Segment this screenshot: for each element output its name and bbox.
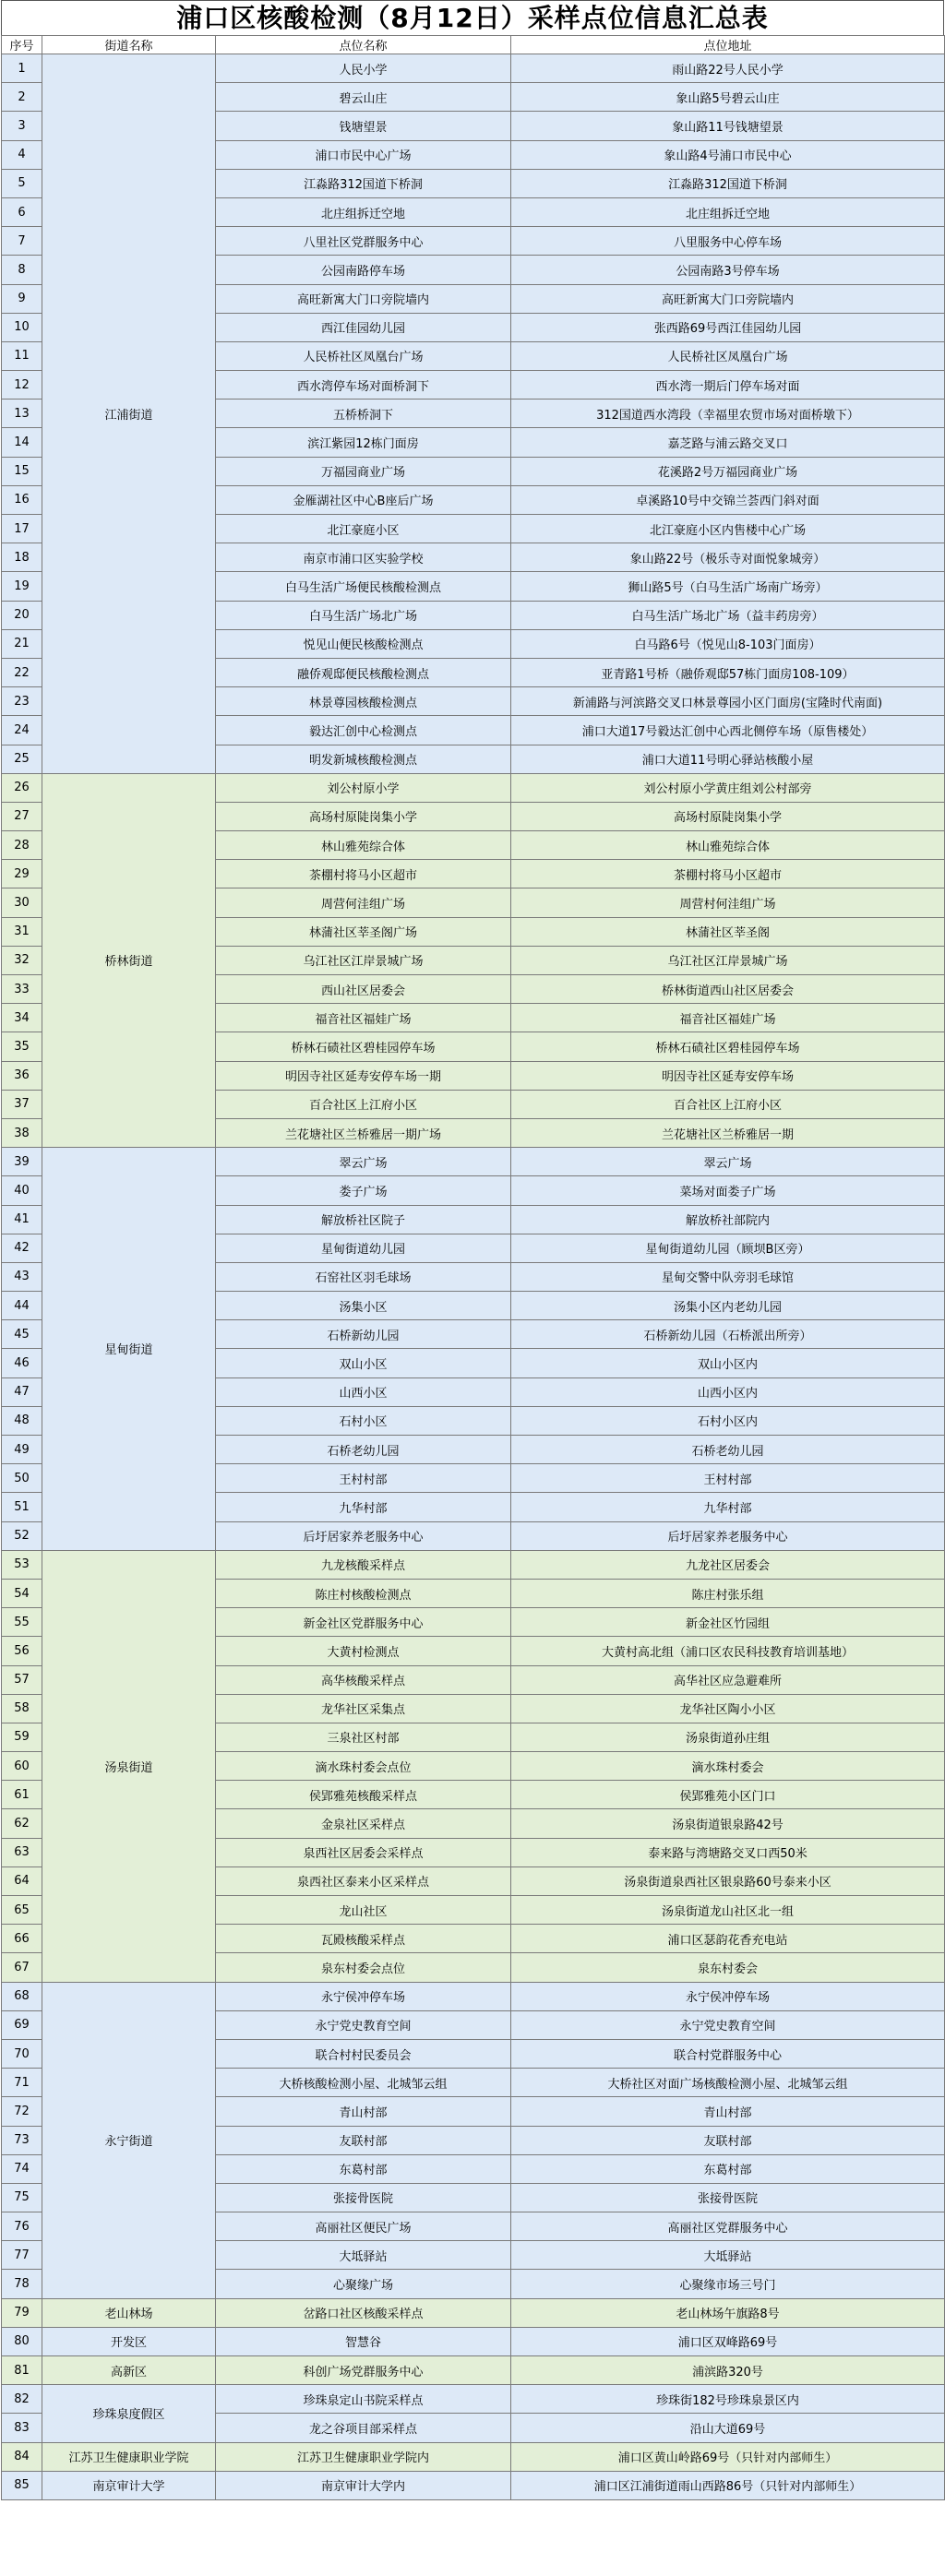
row-index: 82 [2,2385,42,2414]
row-index: 19 [2,572,42,601]
site-name: 王村村部 [216,1464,511,1493]
site-address: 象山路11号钱塘望景 [511,112,945,140]
row-index: 41 [2,1205,42,1234]
row-index: 71 [2,2069,42,2097]
site-name: 龙之谷项目部采样点 [216,2414,511,2442]
row-index: 27 [2,802,42,830]
row-index: 6 [2,197,42,226]
row-index: 81 [2,2356,42,2385]
site-name: 林山雅苑综合体 [216,831,511,860]
site-address: 龙华社区陶小小区 [511,1694,945,1723]
row-index: 74 [2,2154,42,2183]
site-address: 浦口大道11号明心驿站核酸小屋 [511,745,945,773]
table-row [2,773,945,802]
site-name: 江淼路312国道下桥洞 [216,169,511,197]
site-address: 白马路6号（悦见山8-103门面房） [511,629,945,658]
site-address: 石桥老幼儿园 [511,1436,945,1464]
site-name: 白马生活广场北广场 [216,601,511,629]
site-address: 汤泉街道孙庄组 [511,1723,945,1751]
site-address: 狮山路5号（白马生活广场南广场旁） [511,572,945,601]
row-index: 8 [2,256,42,284]
site-name: 九华村部 [216,1493,511,1521]
site-address: 明因寺社区延寿安停车场 [511,1061,945,1090]
row-index: 22 [2,658,42,686]
site-address: 浦口区双峰路69号 [511,2327,945,2355]
site-name: 永宁侯冲停车场 [216,1982,511,2010]
site-name: 大桥核酸检测小屋、北城邹云组 [216,2069,511,2097]
site-address: 汤集小区内老幼儿园 [511,1292,945,1320]
row-index: 35 [2,1032,42,1061]
table-row [2,2471,945,2499]
site-name: 明发新城核酸检测点 [216,745,511,773]
row-index: 83 [2,2414,42,2442]
table-row [2,2385,945,2414]
site-name: 金泉社区采样点 [216,1809,511,1838]
table-row [2,2298,945,2327]
site-name: 北江豪庭小区 [216,515,511,543]
site-address: 石村小区内 [511,1406,945,1435]
table-row [2,54,945,83]
site-name: 张接骨医院 [216,2183,511,2212]
site-address: 林蒲社区莘圣阁 [511,917,945,946]
page-title: 浦口区核酸检测（8月12日）采样点位信息汇总表 [1,0,944,35]
site-name: 人民小学 [216,54,511,83]
site-name: 西水湾停车场对面桥洞下 [216,371,511,400]
site-address: 人民桥社区凤凰台广场 [511,341,945,370]
site-address: 九龙社区居委会 [511,1550,945,1579]
site-address: 老山林场午旗路8号 [511,2298,945,2327]
site-address: 高丽社区党群服务中心 [511,2212,945,2241]
row-index: 67 [2,1953,42,1982]
site-address: 陈庄村张乐组 [511,1579,945,1607]
site-name: 泉东村委会点位 [216,1953,511,1982]
site-name: 青山村部 [216,2097,511,2126]
site-name: 陈庄村核酸检测点 [216,1579,511,1607]
row-index: 69 [2,2010,42,2039]
sampling-sites-table [1,35,945,2500]
street-name: 高新区 [42,2356,216,2385]
site-name: 碧云山庄 [216,83,511,112]
row-index: 76 [2,2212,42,2241]
site-name: 融侨观邸便民核酸检测点 [216,658,511,686]
street-name: 汤泉街道 [42,1550,216,1982]
site-name: 人民桥社区凤凰台广场 [216,341,511,370]
row-index: 1 [2,54,42,83]
site-address: 东葛村部 [511,2154,945,2183]
site-address: 312国道西水湾段（幸福里农贸市场对面桥墩下） [511,400,945,428]
site-name: 浦口市民中心广场 [216,140,511,169]
row-index: 40 [2,1176,42,1205]
row-index: 43 [2,1262,42,1291]
row-index: 80 [2,2327,42,2355]
site-name: 福音社区福娃广场 [216,1004,511,1032]
row-index: 52 [2,1521,42,1550]
site-name: 高丽社区便民广场 [216,2212,511,2241]
site-address: 八里服务中心停车场 [511,227,945,256]
site-address: 大桥社区对面广场核酸检测小屋、北城邹云组 [511,2069,945,2097]
site-name: 高旺新寓大门口旁院墙内 [216,284,511,313]
site-address: 高旺新寓大门口旁院墙内 [511,284,945,313]
row-index: 77 [2,2241,42,2270]
site-address: 浦口区黄山岭路69号（只针对内部师生） [511,2442,945,2471]
row-index: 2 [2,83,42,112]
row-index: 10 [2,313,42,341]
site-name: 星甸街道幼儿园 [216,1234,511,1262]
site-name: 茶棚村将马小区超市 [216,860,511,888]
row-index: 56 [2,1637,42,1665]
row-index: 38 [2,1118,42,1147]
site-address: 张西路69号西江佳园幼儿园 [511,313,945,341]
site-address: 心聚缘市场三号门 [511,2270,945,2298]
street-name: 永宁街道 [42,1982,216,2298]
header-index: 序号 [2,36,42,54]
site-address: 象山路22号（极乐寺对面悦象城旁） [511,543,945,572]
row-index: 17 [2,515,42,543]
site-address: 周营村何洼组广场 [511,888,945,917]
site-address: 王村村部 [511,1464,945,1493]
site-name: 乌江社区江岸景城广场 [216,946,511,974]
row-index: 25 [2,745,42,773]
row-index: 7 [2,227,42,256]
row-index: 18 [2,543,42,572]
site-address: 解放桥社部院内 [511,1205,945,1234]
site-name: 悦见山便民核酸检测点 [216,629,511,658]
site-name: 联合村村民委员会 [216,2039,511,2068]
row-index: 13 [2,400,42,428]
site-name: 南京审计大学内 [216,2471,511,2499]
site-address: 友联村部 [511,2126,945,2154]
site-name: 五桥桥洞下 [216,400,511,428]
site-address: 卓溪路10号中交锦兰荟西门斜对面 [511,485,945,514]
row-index: 48 [2,1406,42,1435]
site-address: 高场村原陡岗集小学 [511,802,945,830]
site-address: 象山路4号浦口市民中心 [511,140,945,169]
site-address: 白马生活广场北广场（益丰药房旁） [511,601,945,629]
site-name: 八里社区党群服务中心 [216,227,511,256]
header-street: 街道名称 [42,36,216,54]
row-index: 49 [2,1436,42,1464]
site-address: 双山小区内 [511,1349,945,1377]
site-name: 山西小区 [216,1377,511,1406]
site-address: 滴水珠村委会 [511,1752,945,1781]
row-index: 23 [2,687,42,716]
site-address: 汤泉街道泉西社区银泉路60号泰来小区 [511,1866,945,1895]
row-index: 32 [2,946,42,974]
site-address: 浦口大道17号毅达汇创中心西北侧停车场（原售楼处） [511,716,945,745]
site-address: 永宁侯冲停车场 [511,1982,945,2010]
site-address: 北庄组拆迁空地 [511,197,945,226]
row-index: 66 [2,1925,42,1953]
row-index: 46 [2,1349,42,1377]
site-address: 石桥新幼儿园（石桥派出所旁） [511,1320,945,1349]
site-address: 汤泉街道银泉路42号 [511,1809,945,1838]
site-address: 乌江社区江岸景城广场 [511,946,945,974]
site-address: 泉东村委会 [511,1953,945,1982]
row-index: 72 [2,2097,42,2126]
row-index: 15 [2,457,42,485]
site-address: 福音社区福娃广场 [511,1004,945,1032]
row-index: 36 [2,1061,42,1090]
table-row [2,2356,945,2385]
site-name: 东葛村部 [216,2154,511,2183]
site-address: 茶棚村将马小区超市 [511,860,945,888]
table-row [2,1982,945,2010]
row-index: 28 [2,831,42,860]
site-name: 金雁湖社区中心B座后广场 [216,485,511,514]
site-address: 浦滨路320号 [511,2356,945,2385]
row-index: 3 [2,112,42,140]
row-index: 84 [2,2442,42,2471]
row-index: 68 [2,1982,42,2010]
row-index: 34 [2,1004,42,1032]
site-name: 龙华社区采集点 [216,1694,511,1723]
site-address: 浦口区瑟韵花香充电站 [511,1925,945,1953]
street-name: 珍珠泉度假区 [42,2385,216,2442]
row-index: 64 [2,1866,42,1895]
row-index: 54 [2,1579,42,1607]
row-index: 45 [2,1320,42,1349]
street-name: 江浦街道 [42,54,216,774]
row-index: 57 [2,1665,42,1694]
site-name: 永宁党史教育空间 [216,2010,511,2039]
site-address: 公园南路3号停车场 [511,256,945,284]
site-address: 后圩居家养老服务中心 [511,1521,945,1550]
site-address: 汤泉街道龙山社区北一组 [511,1896,945,1925]
site-address: 山西小区内 [511,1377,945,1406]
site-address: 菜场对面娄子广场 [511,1176,945,1205]
site-address: 永宁党史教育空间 [511,2010,945,2039]
table-row [2,1550,945,1579]
site-name: 南京市浦口区实验学校 [216,543,511,572]
row-index: 55 [2,1608,42,1637]
site-address: 高华社区应急避难所 [511,1665,945,1694]
site-name: 西江佳园幼儿园 [216,313,511,341]
site-name: 林蒲社区莘圣阁广场 [216,917,511,946]
site-name: 龙山社区 [216,1896,511,1925]
row-index: 70 [2,2039,42,2068]
site-name: 百合社区上江府小区 [216,1090,511,1118]
row-index: 26 [2,773,42,802]
site-address: 联合村党群服务中心 [511,2039,945,2068]
site-name: 高华核酸采样点 [216,1665,511,1694]
row-index: 61 [2,1781,42,1809]
row-index: 4 [2,140,42,169]
header-site-address: 点位地址 [511,36,945,54]
site-name: 解放桥社区院子 [216,1205,511,1234]
row-index: 21 [2,629,42,658]
site-name: 公园南路停车场 [216,256,511,284]
site-name: 泉西社区泰来小区采样点 [216,1866,511,1895]
site-name: 大黄村检测点 [216,1637,511,1665]
site-name: 白马生活广场便民核酸检测点 [216,572,511,601]
site-name: 石桥新幼儿园 [216,1320,511,1349]
site-name: 双山小区 [216,1349,511,1377]
row-index: 11 [2,341,42,370]
row-index: 85 [2,2471,42,2499]
site-address: 桥林石碛社区碧桂园停车场 [511,1032,945,1061]
site-address: 泰来路与湾塘路交叉口西50米 [511,1838,945,1866]
site-name: 滴水珠村委会点位 [216,1752,511,1781]
row-index: 42 [2,1234,42,1262]
site-address: 百合社区上江府小区 [511,1090,945,1118]
row-index: 65 [2,1896,42,1925]
site-name: 瓦殿核酸采样点 [216,1925,511,1953]
site-address: 浦口区江浦街道雨山西路86号（只针对内部师生） [511,2471,945,2499]
row-index: 29 [2,860,42,888]
site-name: 智慧谷 [216,2327,511,2355]
table-row [2,1148,945,1176]
site-name: 石桥老幼儿园 [216,1436,511,1464]
site-name: 周营何洼组广场 [216,888,511,917]
row-index: 24 [2,716,42,745]
row-index: 53 [2,1550,42,1579]
site-name: 岔路口社区核酸采样点 [216,2298,511,2327]
site-name: 明因寺社区延寿安停车场一期 [216,1061,511,1090]
row-index: 9 [2,284,42,313]
site-address: 侯郢雅苑小区门口 [511,1781,945,1809]
site-name: 新金社区党群服务中心 [216,1608,511,1637]
site-address: 张接骨医院 [511,2183,945,2212]
site-address: 林山雅苑综合体 [511,831,945,860]
row-index: 33 [2,975,42,1004]
site-name: 毅达汇创中心检测点 [216,716,511,745]
row-index: 73 [2,2126,42,2154]
row-index: 37 [2,1090,42,1118]
site-name: 刘公村原小学 [216,773,511,802]
site-name: 钱塘望景 [216,112,511,140]
row-index: 78 [2,2270,42,2298]
site-address: 象山路5号碧云山庄 [511,83,945,112]
row-index: 16 [2,485,42,514]
row-index: 20 [2,601,42,629]
site-address: 新浦路与河滨路交叉口林景尊园小区门面房(宝隆时代南面) [511,687,945,716]
site-address: 大黄村高北组（浦口区农民科技教育培训基地） [511,1637,945,1665]
site-address: 江淼路312国道下桥洞 [511,169,945,197]
site-address: 珍珠街182号珍珠泉景区内 [511,2385,945,2414]
site-address: 星甸街道幼儿园（顾坝B区旁） [511,1234,945,1262]
site-name: 桥林石碛社区碧桂园停车场 [216,1032,511,1061]
street-name: 桥林街道 [42,773,216,1147]
site-name: 林景尊园核酸检测点 [216,687,511,716]
site-address: 九华村部 [511,1493,945,1521]
site-address: 西水湾一期后门停车场对面 [511,371,945,400]
street-name: 开发区 [42,2327,216,2355]
row-index: 75 [2,2183,42,2212]
site-name: 江苏卫生健康职业学院内 [216,2442,511,2471]
site-address: 兰花塘社区兰桥雅居一期 [511,1118,945,1147]
site-address: 嘉芝路与浦云路交叉口 [511,428,945,457]
site-name: 汤集小区 [216,1292,511,1320]
site-address: 新金社区竹园组 [511,1608,945,1637]
row-index: 12 [2,371,42,400]
row-index: 31 [2,917,42,946]
row-index: 14 [2,428,42,457]
site-address: 雨山路22号人民小学 [511,54,945,83]
row-index: 5 [2,169,42,197]
site-name: 滨江紫园12栋门面房 [216,428,511,457]
row-index: 51 [2,1493,42,1521]
site-address: 翠云广场 [511,1148,945,1176]
site-name: 兰花塘社区兰桥雅居一期广场 [216,1118,511,1147]
site-name: 侯郢雅苑核酸采样点 [216,1781,511,1809]
site-name: 友联村部 [216,2126,511,2154]
site-name: 九龙核酸采样点 [216,1550,511,1579]
site-address: 星甸交警中队旁羽毛球馆 [511,1262,945,1291]
site-address: 北江豪庭小区内售楼中心广场 [511,515,945,543]
site-address: 亚青路1号桥（融侨观邸57栋门面房108-109） [511,658,945,686]
site-name: 西山社区居委会 [216,975,511,1004]
site-name: 翠云广场 [216,1148,511,1176]
site-address: 刘公村原小学黄庄组刘公村部旁 [511,773,945,802]
row-index: 44 [2,1292,42,1320]
street-name: 星甸街道 [42,1148,216,1551]
row-index: 58 [2,1694,42,1723]
street-name: 南京审计大学 [42,2471,216,2499]
site-name: 心聚缘广场 [216,2270,511,2298]
site-name: 石窑社区羽毛球场 [216,1262,511,1291]
site-name: 后圩居家养老服务中心 [216,1521,511,1550]
site-name: 石村小区 [216,1406,511,1435]
header-site-name: 点位名称 [216,36,511,54]
row-index: 47 [2,1377,42,1406]
site-address: 大坻驿站 [511,2241,945,2270]
street-name: 江苏卫生健康职业学院 [42,2442,216,2471]
row-index: 39 [2,1148,42,1176]
row-index: 63 [2,1838,42,1866]
row-index: 62 [2,1809,42,1838]
site-name: 万福园商业广场 [216,457,511,485]
site-name: 三泉社区村部 [216,1723,511,1751]
table-row [2,2442,945,2471]
site-name: 大坻驿站 [216,2241,511,2270]
row-index: 30 [2,888,42,917]
site-address: 青山村部 [511,2097,945,2126]
site-name: 北庄组拆迁空地 [216,197,511,226]
table-body [2,54,945,2500]
row-index: 50 [2,1464,42,1493]
site-name: 珍珠泉定山书院采样点 [216,2385,511,2414]
row-index: 59 [2,1723,42,1751]
site-name: 科创广场党群服务中心 [216,2356,511,2385]
street-name: 老山林场 [42,2298,216,2327]
site-address: 沿山大道69号 [511,2414,945,2442]
row-index: 60 [2,1752,42,1781]
header-row [2,36,945,54]
site-name: 高场村原陡岗集小学 [216,802,511,830]
table-row [2,2327,945,2355]
row-index: 79 [2,2298,42,2327]
site-address: 桥林街道西山社区居委会 [511,975,945,1004]
site-name: 娄子广场 [216,1176,511,1205]
site-name: 泉西社区居委会采样点 [216,1838,511,1866]
site-address: 花溪路2号万福园商业广场 [511,457,945,485]
